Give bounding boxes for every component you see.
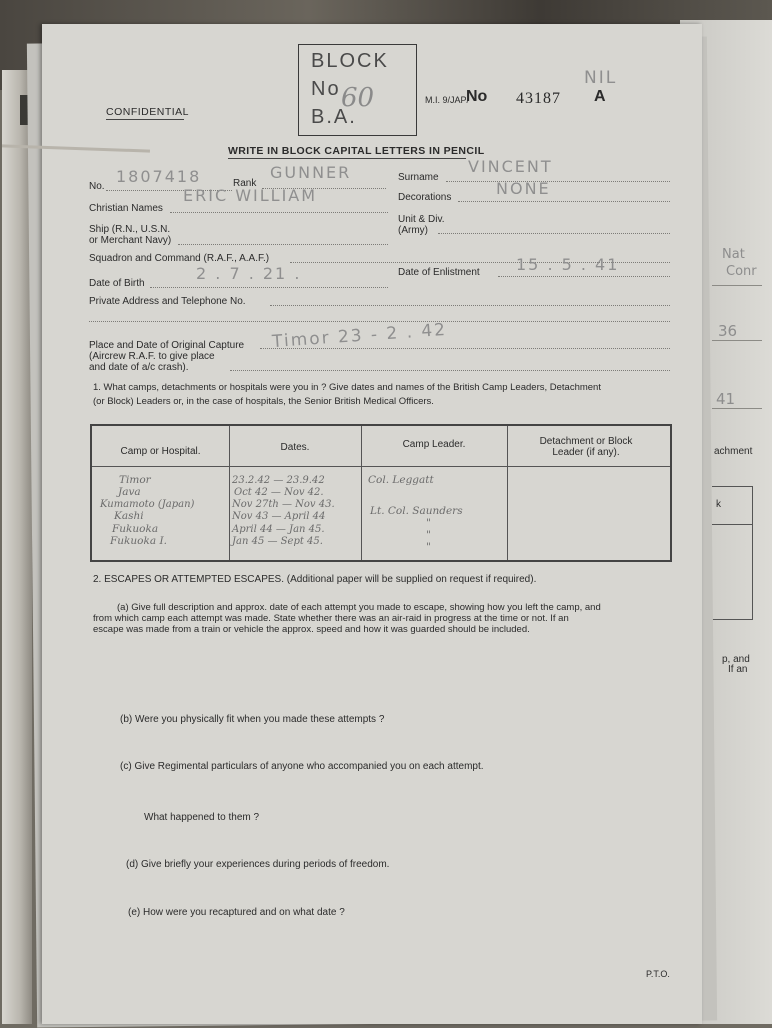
side-handwriting: Nat [722, 247, 745, 262]
address-label: Private Address and Telephone No. [89, 296, 246, 307]
capture-label-2: (Aircrew R.A.F. to give place [89, 351, 215, 362]
side-rule [712, 285, 762, 286]
dob-line [150, 287, 388, 288]
table-header-leader: Camp Leader. [402, 439, 466, 450]
block-stamp-box [298, 44, 417, 136]
dob-value: 2 . 7 . 21 . [196, 264, 302, 283]
rank-value: GUNNER [270, 163, 352, 182]
table-cell-leader: Lt. Col. Saunders [370, 505, 463, 517]
block-ba: B.A. [311, 106, 357, 128]
table-cell-leader: " [426, 541, 431, 553]
table-cell-camp: Kumamoto (Japan) [100, 499, 195, 510]
address-line-2 [89, 321, 670, 322]
table-cell-dates: Jan 45 — Sept 45. [232, 536, 323, 547]
unit-line [438, 233, 670, 234]
ship-label: Ship (R.N., U.S.N. [89, 224, 171, 235]
block-no-label: No [311, 78, 341, 100]
decorations-value: NONE [496, 179, 551, 198]
side-handwriting-2: Conr [726, 264, 757, 279]
table-cell-dates: 23.2.42 — 23.9.42 [232, 475, 325, 486]
side-handwriting-number-2: 41 [716, 390, 736, 408]
enlistment-line [498, 276, 670, 277]
side-rule [712, 340, 762, 341]
address-line [270, 305, 670, 306]
pto-label: P.T.O. [646, 969, 670, 979]
squadron-label: Squadron and Command (R.A.F., A.A.F.) [89, 253, 270, 264]
question2e-text: (e) How were you recaptured and on what date ? [128, 907, 345, 918]
side-rule [712, 408, 762, 409]
unit-label-2: (Army) [398, 225, 428, 236]
table-cell-camp: Timor [119, 474, 151, 486]
question2c-followup: What happened to them ? [144, 812, 260, 823]
confidential-label: CONFIDENTIAL [106, 106, 190, 118]
question2d-text: (d) Give briefly your experiences during periods of freedom. [126, 859, 390, 870]
side-text-attachment: achment [714, 446, 753, 457]
service-no-value: 1807418 [116, 167, 202, 186]
nil-annotation: NIL [584, 68, 618, 88]
table-cell-leader: " [426, 529, 431, 541]
capture-line-2 [230, 370, 670, 371]
table-cell-camp: Kashi [114, 510, 144, 522]
surname-line [446, 181, 670, 182]
side-text-k: k [716, 499, 721, 510]
table-header-detachment: Detachment or Block Leader (if any). [539, 436, 633, 458]
surname-label: Surname [398, 172, 439, 183]
question1-text: 1. What camps, detachments or hospitals were you in ? Give dates and names of the British Camp Leaders, Detachment [93, 382, 601, 393]
block-number: 60 [341, 83, 375, 113]
side-rule [712, 524, 752, 525]
question2b-text: (b) Were you physically fit when you made these attempts ? [120, 714, 385, 725]
camps-table [90, 424, 672, 562]
form-number: 43187 [516, 90, 561, 107]
christian-names-line [170, 212, 388, 213]
capture-label-3: and date of a/c crash). [89, 362, 189, 373]
service-no-label: No. [89, 181, 105, 192]
surname-value: VINCENT [468, 157, 553, 176]
rank-label: Rank [233, 178, 257, 189]
capture-label: Place and Date of Original Capture [89, 340, 245, 351]
number-label: No [466, 88, 488, 105]
dob-label: Date of Birth [89, 278, 145, 289]
side-text-and: p, and [722, 654, 750, 665]
table-cell-dates: April 44 — Jan 45. [232, 524, 325, 535]
binder-spine [2, 70, 32, 1024]
decorations-line [458, 201, 670, 202]
table-header-camp: Camp or Hospital. [120, 446, 201, 457]
ship-line [178, 244, 388, 245]
table-cell-dates: Nov 27th — Nov 43. [232, 499, 335, 510]
confidential-underline [106, 119, 184, 120]
instruction-heading: WRITE IN BLOCK CAPITAL LETTERS IN PENCIL [228, 145, 485, 157]
question2a-text-3: escape was made from a train or vehicle the approx. speed and how it was guarded should be included. [93, 624, 530, 635]
table-cell-leader: " [426, 517, 431, 529]
unit-label: Unit & Div. [398, 214, 445, 225]
question2c-text: (c) Give Regimental particulars of anyone who accompanied you on each attempt. [120, 761, 484, 772]
table-cell-leader: Col. Leggatt [368, 474, 434, 486]
question1-text-2: (or Block) Leaders or, in the case of hospitals, the Senior British Medical Officers. [93, 396, 434, 407]
side-text-if-an: If an [728, 664, 748, 675]
table-header-dates: Dates. [280, 442, 310, 453]
side-handwriting-number: 36 [718, 322, 738, 340]
enlistment-label: Date of Enlistment [398, 267, 480, 278]
instruction-underline [228, 158, 466, 159]
question2a-text-2: from which camp each attempt was made. State whether there was an air-raid in progress at the time or not. If an [93, 613, 569, 624]
table-cell-dates: Oct 42 — Nov 42. [234, 487, 324, 498]
christian-names-value: ERIC WILLIAM [183, 186, 318, 205]
table-cell-camp: Fukuoka [112, 523, 159, 535]
table-cell-camp: Java [118, 486, 141, 498]
enlistment-value: 15 . 5 . 41 [516, 255, 620, 274]
block-label: BLOCK [311, 50, 389, 72]
table-cell-dates: Nov 43 — April 44 [232, 511, 326, 522]
form-letter: A [594, 88, 606, 105]
ship-label-2: or Merchant Navy) [89, 235, 172, 246]
capture-value: Timor 23 - 2 . 42 [271, 319, 448, 353]
table-cell-camp: Fukuoka I. [110, 535, 167, 547]
decorations-label: Decorations [398, 192, 452, 203]
question2-heading: 2. ESCAPES OR ATTEMPTED ESCAPES. (Additional paper will be supplied on request if required). [93, 574, 537, 585]
christian-names-label: Christian Names [89, 203, 163, 214]
mi-reference: M.I. 9/JAP/ [425, 95, 470, 105]
question2a-text: (a) Give full description and approx. date of each attempt you made to escape, showing how you left the camp, and [117, 602, 601, 613]
